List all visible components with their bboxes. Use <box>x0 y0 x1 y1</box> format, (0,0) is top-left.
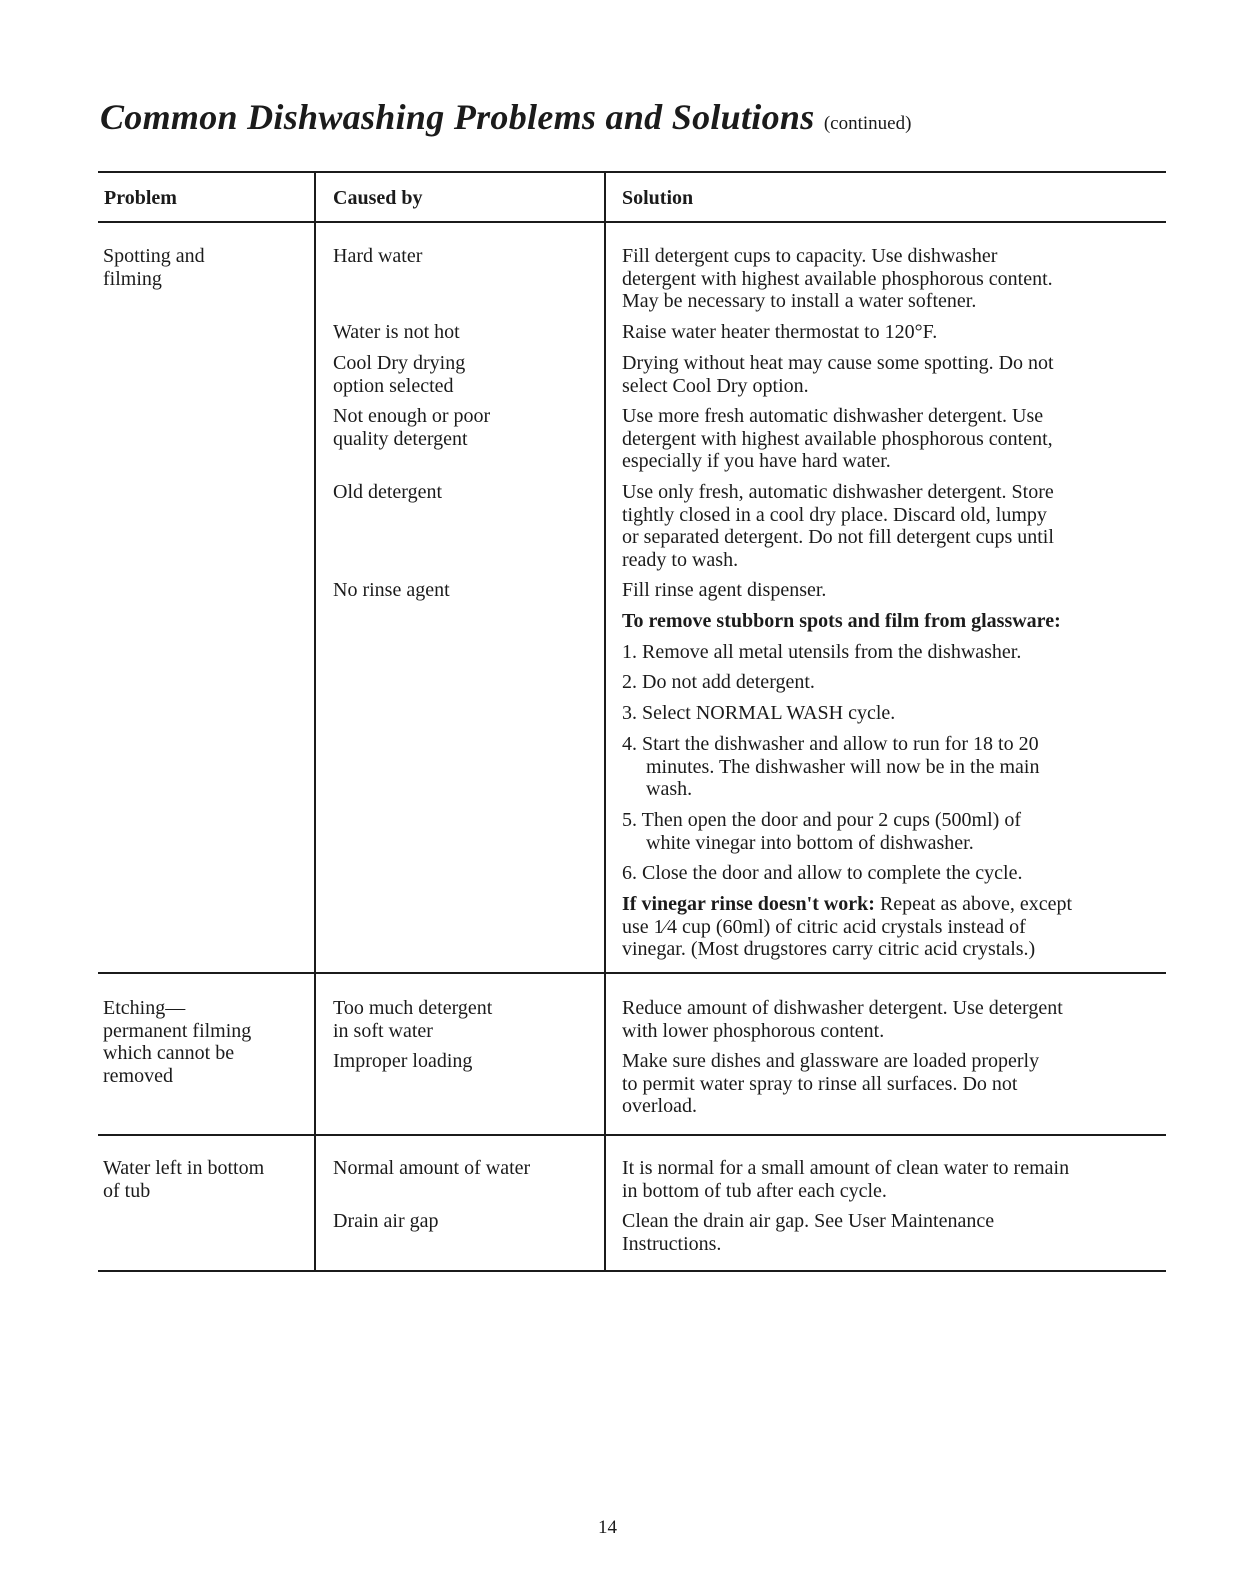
table-bottom-rule <box>98 1270 1166 1272</box>
solution-improper-loading: Make sure dishes and glassware are loaded properly to permit water spray to rinse all surfaces. Do not overload. <box>622 1050 1040 1117</box>
stubborn-step-3: 3. Select NORMAL WASH cycle. <box>622 702 896 724</box>
solution-cool-dry: Drying without heat may cause some spotting. Do not select Cool Dry option. <box>622 352 1054 397</box>
header-problem: Problem <box>104 187 177 209</box>
problem-spotting-filming: Spotting and filming <box>103 245 205 290</box>
solution-drain-air-gap: Clean the drain air gap. See User Maintenance Instructions. <box>622 1210 995 1255</box>
vinegar-fallback-label: If vinegar rinse doesn't work: <box>622 893 875 915</box>
vinegar-fallback-note <box>622 893 1182 961</box>
stubborn-spots-heading: To remove stubborn spots and film from glassware: <box>622 610 1061 632</box>
page-number: 14 <box>598 1517 617 1538</box>
problem-water-left: Water left in bottom of tub <box>103 1157 265 1202</box>
cause-improper-loading: Improper loading <box>333 1050 473 1072</box>
stubborn-step-4: 4. Start the dishwasher and allow to run for 18 to 20 minutes. The dishwasher will now be in the main wash. <box>622 733 1040 800</box>
solution-old-detergent: Use only fresh, automatic dishwasher detergent. Store tightly closed in a cool dry place. Discard old, lumpy or separated detergent. Do not fill detergent cups until ready to wash. <box>622 481 1054 571</box>
cause-water-not-hot: Water is not hot <box>333 321 460 343</box>
column-divider-2 <box>604 172 606 1271</box>
table-top-rule <box>98 171 1166 173</box>
title-text: Common Dishwashing Problems and Solutions <box>100 97 815 137</box>
vinegar-fallback-text: Repeat as above, except use 1⁄4 cup (60ml) of citric acid crystals instead of vinegar. (Most drugstores carry citric acid crystals.) <box>622 893 1073 960</box>
column-divider-1 <box>314 172 316 1271</box>
solution-water-not-hot: Raise water heater thermostat to 120°F. <box>622 321 938 343</box>
section-divider-2 <box>98 1134 1166 1136</box>
title-suffix: (continued) <box>823 113 912 134</box>
stubborn-step-2: 2. Do not add detergent. <box>622 671 815 693</box>
cause-no-rinse-agent: No rinse agent <box>333 579 450 601</box>
solution-hard-water: Fill detergent cups to capacity. Use dishwasher detergent with highest available phosphorous content. May be necessary to install a water softener. <box>622 245 1053 312</box>
header-caused-by: Caused by <box>333 187 423 209</box>
cause-hard-water: Hard water <box>333 245 423 267</box>
stubborn-step-5: 5. Then open the door and pour 2 cups (500ml) of white vinegar into bottom of dishwasher. <box>622 809 1021 854</box>
cause-normal-amount-water: Normal amount of water <box>333 1157 531 1179</box>
cause-too-much-detergent: Too much detergent in soft water <box>333 997 493 1042</box>
cause-not-enough-detergent: Not enough or poor quality detergent <box>333 405 491 450</box>
stubborn-step-6: 6. Close the door and allow to complete the cycle. <box>622 862 1023 884</box>
page-title <box>100 96 911 138</box>
header-bottom-rule <box>98 221 1166 223</box>
header-solution: Solution <box>622 187 694 209</box>
stubborn-step-1: 1. Remove all metal utensils from the dishwasher. <box>622 641 1022 663</box>
cause-drain-air-gap: Drain air gap <box>333 1210 439 1232</box>
problem-etching: Etching— permanent filming which cannot be removed <box>103 997 252 1087</box>
solution-normal-amount-water: It is normal for a small amount of clean water to remain in bottom of tub after each cycle. <box>622 1157 1070 1202</box>
solution-too-much-detergent: Reduce amount of dishwasher detergent. Use detergent with lower phosphorous content. <box>622 997 1063 1042</box>
solution-no-rinse-agent: Fill rinse agent dispenser. <box>622 579 827 601</box>
cause-old-detergent: Old detergent <box>333 481 443 503</box>
solution-not-enough-detergent: Use more fresh automatic dishwasher detergent. Use detergent with highest available phosphorous content, especially if you have hard water. <box>622 405 1053 472</box>
cause-cool-dry: Cool Dry drying option selected <box>333 352 466 397</box>
section-divider-1 <box>98 972 1166 974</box>
